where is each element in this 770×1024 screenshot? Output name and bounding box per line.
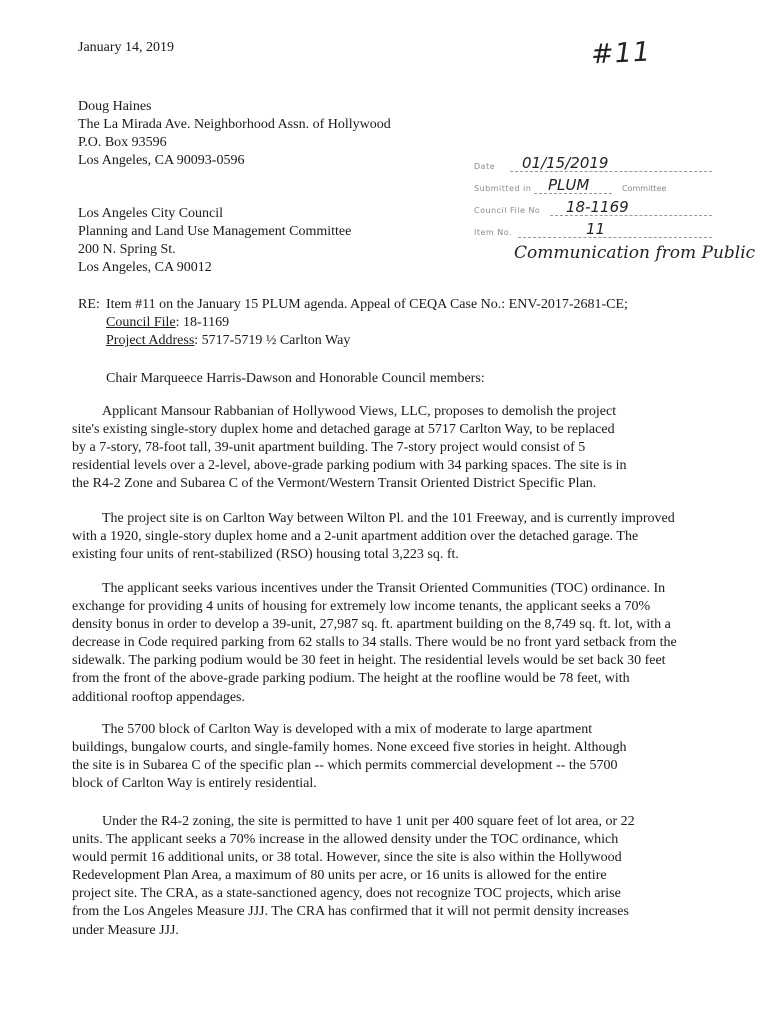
stamp-council-file-value: 18-1169 (566, 198, 629, 216)
subject-block (78, 296, 628, 350)
paragraph-line: buildings, bungalow courts, and single-family homes. None exceed five stories in height. Although (72, 740, 627, 756)
subject-project-address-label: Project Address (106, 333, 195, 348)
stamp-item-value: 11 (586, 220, 606, 238)
stamp-date-label: Date (474, 162, 496, 171)
paragraph-line: The applicant seeks various incentives under the Transit Oriented Communities (TOC) ordinance. In (102, 581, 666, 596)
subject-text: Item #11 on the January 15 PLUM agenda. Appeal of CEQA Case No.: ENV-2017-2681-CE; (106, 297, 628, 312)
received-stamp (474, 153, 756, 263)
paragraph-4 (72, 721, 720, 793)
stamp-communication-note: Communication from Public (514, 243, 756, 263)
salutation: Chair Marqueece Harris-Dawson and Honorable Council members: (106, 371, 485, 386)
paragraph-line: project site. The CRA, as a state-sanctioned agency, does not recognize TOC projects, which arise (72, 886, 621, 902)
paragraph-line: units. The applicant seeks a 70% increase in the allowed density under the TOC ordinance, which (72, 832, 619, 848)
paragraph-line: under Measure JJJ. (72, 922, 179, 938)
paragraph-line: sidewalk. The parking podium would be 30 feet in height. The residential levels would be set back 30 feet (72, 653, 666, 669)
stamp-item-rule (518, 237, 712, 238)
paragraph-line: density bonus in order to develop a 39-unit, 27,987 sq. ft. apartment building on the 8,749 sq. ft. lot, with a (72, 617, 671, 633)
stamp-item-label: Item No. (474, 228, 513, 237)
paragraph-1 (72, 403, 720, 493)
sender-address (78, 98, 391, 170)
handwritten-item-mark: #11 (590, 36, 652, 71)
subject-council-file-label: Council File (106, 315, 176, 330)
paragraph-line: from the front of the above-grade parking podium. The height at the roofline would be 78 feet, with (72, 671, 630, 687)
paragraph-line: Under the R4-2 zoning, the site is permitted to have 1 unit per 400 square feet of lot area, or 22 (102, 814, 635, 829)
paragraph-line: by a 7-story, 78-foot tall, 39-unit apartment building. The 7-story project would consist of 5 (72, 440, 586, 456)
stamp-submitted-value: PLUM (548, 176, 590, 194)
paragraph-line: residential levels over a 2-level, above-grade parking podium with 34 parking spaces. The site is in (72, 458, 627, 474)
stamp-date-value: 01/15/2019 (522, 154, 609, 172)
subject-council-file-value: : 18-1169 (175, 315, 230, 330)
paragraph-line: The project site is on Carlton Way between Wilton Pl. and the 101 Freeway, and is currently improved (102, 511, 675, 526)
stamp-committee-label: Committee (622, 184, 667, 193)
paragraph-line: The 5700 block of Carlton Way is developed with a mix of moderate to large apartment (102, 722, 593, 737)
stamp-date-row (474, 153, 724, 175)
sender-city-state-zip: Los Angeles, CA 90093-0596 (78, 153, 245, 168)
sender-po-box: P.O. Box 93596 (78, 135, 167, 150)
recipient-address (78, 205, 351, 277)
paragraph-line: would permit 16 additional units, or 38 total. However, since the site is also within the Hollywood (72, 850, 622, 866)
sender-organization: The La Mirada Ave. Neighborhood Assn. of Hollywood (78, 117, 391, 132)
recipient-line-2: Planning and Land Use Management Committee (78, 224, 352, 239)
stamp-item-row (474, 219, 724, 241)
stamp-council-file-row (474, 197, 724, 219)
paragraph-line: Redevelopment Plan Area, a maximum of 80 units per acre, or 16 units is allowed for the entire (72, 868, 607, 884)
paragraph-line: with a 1920, single-story duplex home and a 2-unit apartment addition over the detached garage. The (72, 529, 639, 545)
subject-council-file (78, 314, 628, 332)
stamp-council-file-label: Council File No (474, 206, 541, 215)
paragraph-3 (72, 580, 720, 707)
paragraph-line: the site is in Subarea C of the specific plan -- which permits commercial development -- the 5700 (72, 758, 618, 774)
paragraph-line: additional rooftop appendages. (72, 689, 246, 705)
paragraph-line: from the Los Angeles Measure JJJ. The CRA has confirmed that it will not permit density increases (72, 904, 629, 920)
subject-label: RE: (78, 297, 100, 312)
paragraph-line: existing four units of rent-stabilized (RSO) housing total 3,223 sq. ft. (72, 547, 459, 563)
recipient-line-1: Los Angeles City Council (78, 206, 224, 221)
paragraph-line: site's existing single-story duplex home and detached garage at 5717 Carlton Way, to be replaced (72, 422, 615, 438)
paragraph-line: Applicant Mansour Rabbanian of Hollywood Views, LLC, proposes to demolish the project (102, 404, 617, 419)
paragraph-line: exchange for providing 4 units of housing for extremely low income tenants, the applicant seeks a 70% (72, 599, 651, 615)
paragraph-2 (72, 510, 720, 564)
paragraph-line: block of Carlton Way is entirely residential. (72, 776, 317, 792)
paragraph-line: decrease in Code required parking from 62 stalls to 34 stalls. There would be no front yard setback from the (72, 635, 677, 651)
recipient-line-3: 200 N. Spring St. (78, 242, 176, 257)
stamp-submitted-label: Submitted in (474, 184, 532, 193)
letter-date: January 14, 2019 (78, 40, 175, 55)
recipient-line-4: Los Angeles, CA 90012 (78, 260, 212, 275)
sender-name: Doug Haines (78, 99, 152, 114)
subject-line (78, 296, 628, 314)
paragraph-5 (72, 813, 720, 940)
paragraph-line: the R4-2 Zone and Subarea C of the Vermont/Western Transit Oriented District Specific Plan. (72, 476, 597, 492)
subject-project-address-value: : 5717-5719 ½ Carlton Way (194, 333, 351, 348)
subject-project-address (78, 332, 628, 350)
stamp-submitted-row (474, 175, 724, 197)
